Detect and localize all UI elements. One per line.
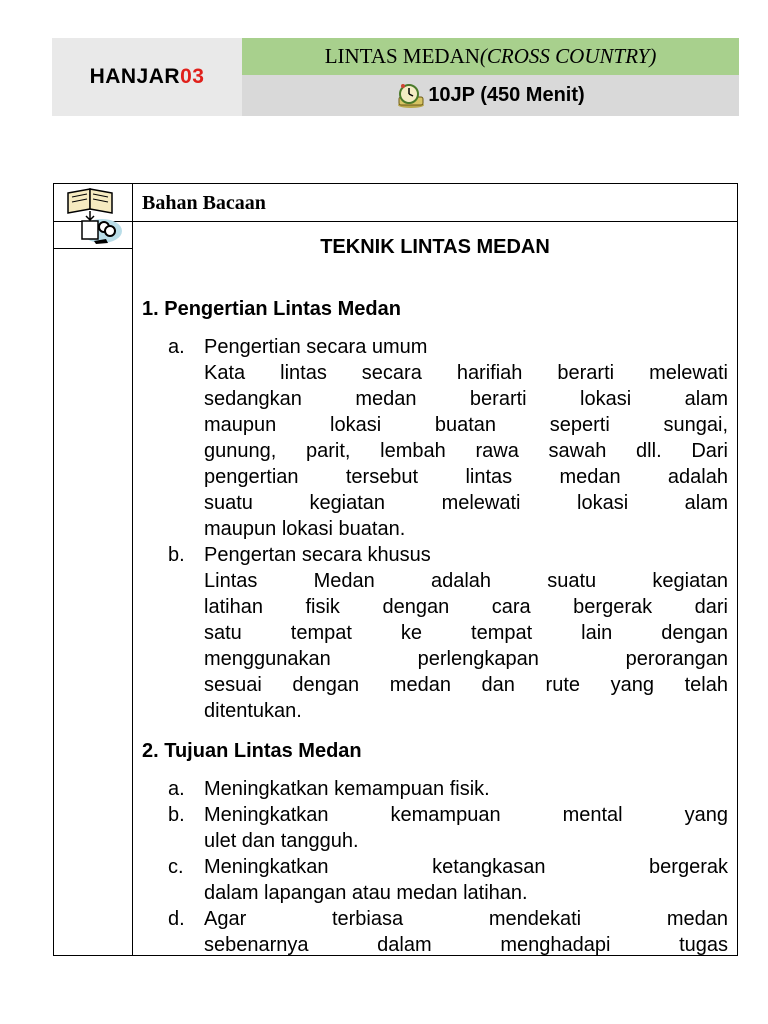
- text-line: sebenarnya dalam menghadapi tugas: [204, 934, 728, 956]
- text-line: sedangkan medan berarti lokasi alam: [204, 388, 728, 410]
- text-line: Meningkatkan kemampuan fisik.: [204, 778, 490, 800]
- duration-text: 10JP (450 Menit): [428, 84, 585, 106]
- text-line: maupun lokasi buatan.: [204, 518, 406, 540]
- text-line: dalam lapangan atau medan latihan.: [204, 882, 528, 904]
- duration: [242, 75, 739, 116]
- text-line: sesuai dengan medan dan rute yang telah: [204, 674, 728, 696]
- module-title-paren: (CROSS COUNTRY): [479, 44, 657, 68]
- module-code-number: 03: [180, 65, 205, 88]
- text-line: Agar terbiasa mendekati medan: [204, 908, 728, 930]
- text-line: suatu kegiatan melewati lokasi alam: [204, 492, 728, 514]
- text-line: menggunakan perlengkapan perorangan: [204, 648, 728, 670]
- module-title: [242, 38, 739, 75]
- list-marker: b.: [168, 804, 185, 826]
- list-marker: d.: [168, 908, 185, 930]
- item-title: Pengertian secara umum: [204, 336, 428, 358]
- text-line: Kata lintas secara harifiah berarti melewati: [204, 362, 728, 384]
- section-heading-1: 1. Pengertian Lintas Medan: [142, 298, 401, 320]
- list-marker: a.: [168, 778, 185, 800]
- section-heading-2: 2. Tujuan Lintas Medan: [142, 740, 362, 762]
- reading-content: [142, 232, 728, 958]
- list-item: [142, 802, 728, 854]
- text-line: Meningkatkan ketangkasan bergerak: [204, 856, 728, 878]
- list-marker: a.: [168, 336, 185, 358]
- list-item: [142, 776, 728, 802]
- list-item: [142, 334, 728, 542]
- text-line: gunung, parit, lembah rawa sawah dll. Dari: [204, 440, 728, 462]
- item-title: Pengertan secara khusus: [204, 544, 431, 566]
- reading-table: [53, 183, 738, 956]
- text-line: latihan fisik dengan cara bergerak dari: [204, 596, 728, 618]
- list-marker: b.: [168, 544, 185, 566]
- text-line: satu tempat ke tempat lain dengan: [204, 622, 728, 644]
- module-code: [52, 38, 242, 116]
- module-title-main: LINTAS MEDAN: [324, 44, 480, 68]
- list-item: [142, 906, 728, 958]
- text-line: ditentukan.: [204, 700, 302, 722]
- reading-label: Bahan Bacaan: [142, 192, 266, 214]
- text-line: ulet dan tangguh.: [204, 830, 359, 852]
- text-line: Meningkatkan kemampuan mental yang: [204, 804, 728, 826]
- document-title: TEKNIK LINTAS MEDAN: [320, 236, 550, 258]
- clock-icon: [396, 83, 426, 109]
- module-code-prefix: HANJAR: [89, 65, 181, 88]
- text-line: Lintas Medan adalah suatu kegiatan: [204, 570, 728, 592]
- text-line: maupun lokasi buatan seperti sungai,: [204, 414, 728, 436]
- list-item: [142, 854, 728, 906]
- list-item: [142, 542, 728, 724]
- text-line: pengertian tersebut lintas medan adalah: [204, 466, 728, 488]
- reading-icon: [60, 187, 124, 250]
- list-marker: c.: [168, 856, 184, 878]
